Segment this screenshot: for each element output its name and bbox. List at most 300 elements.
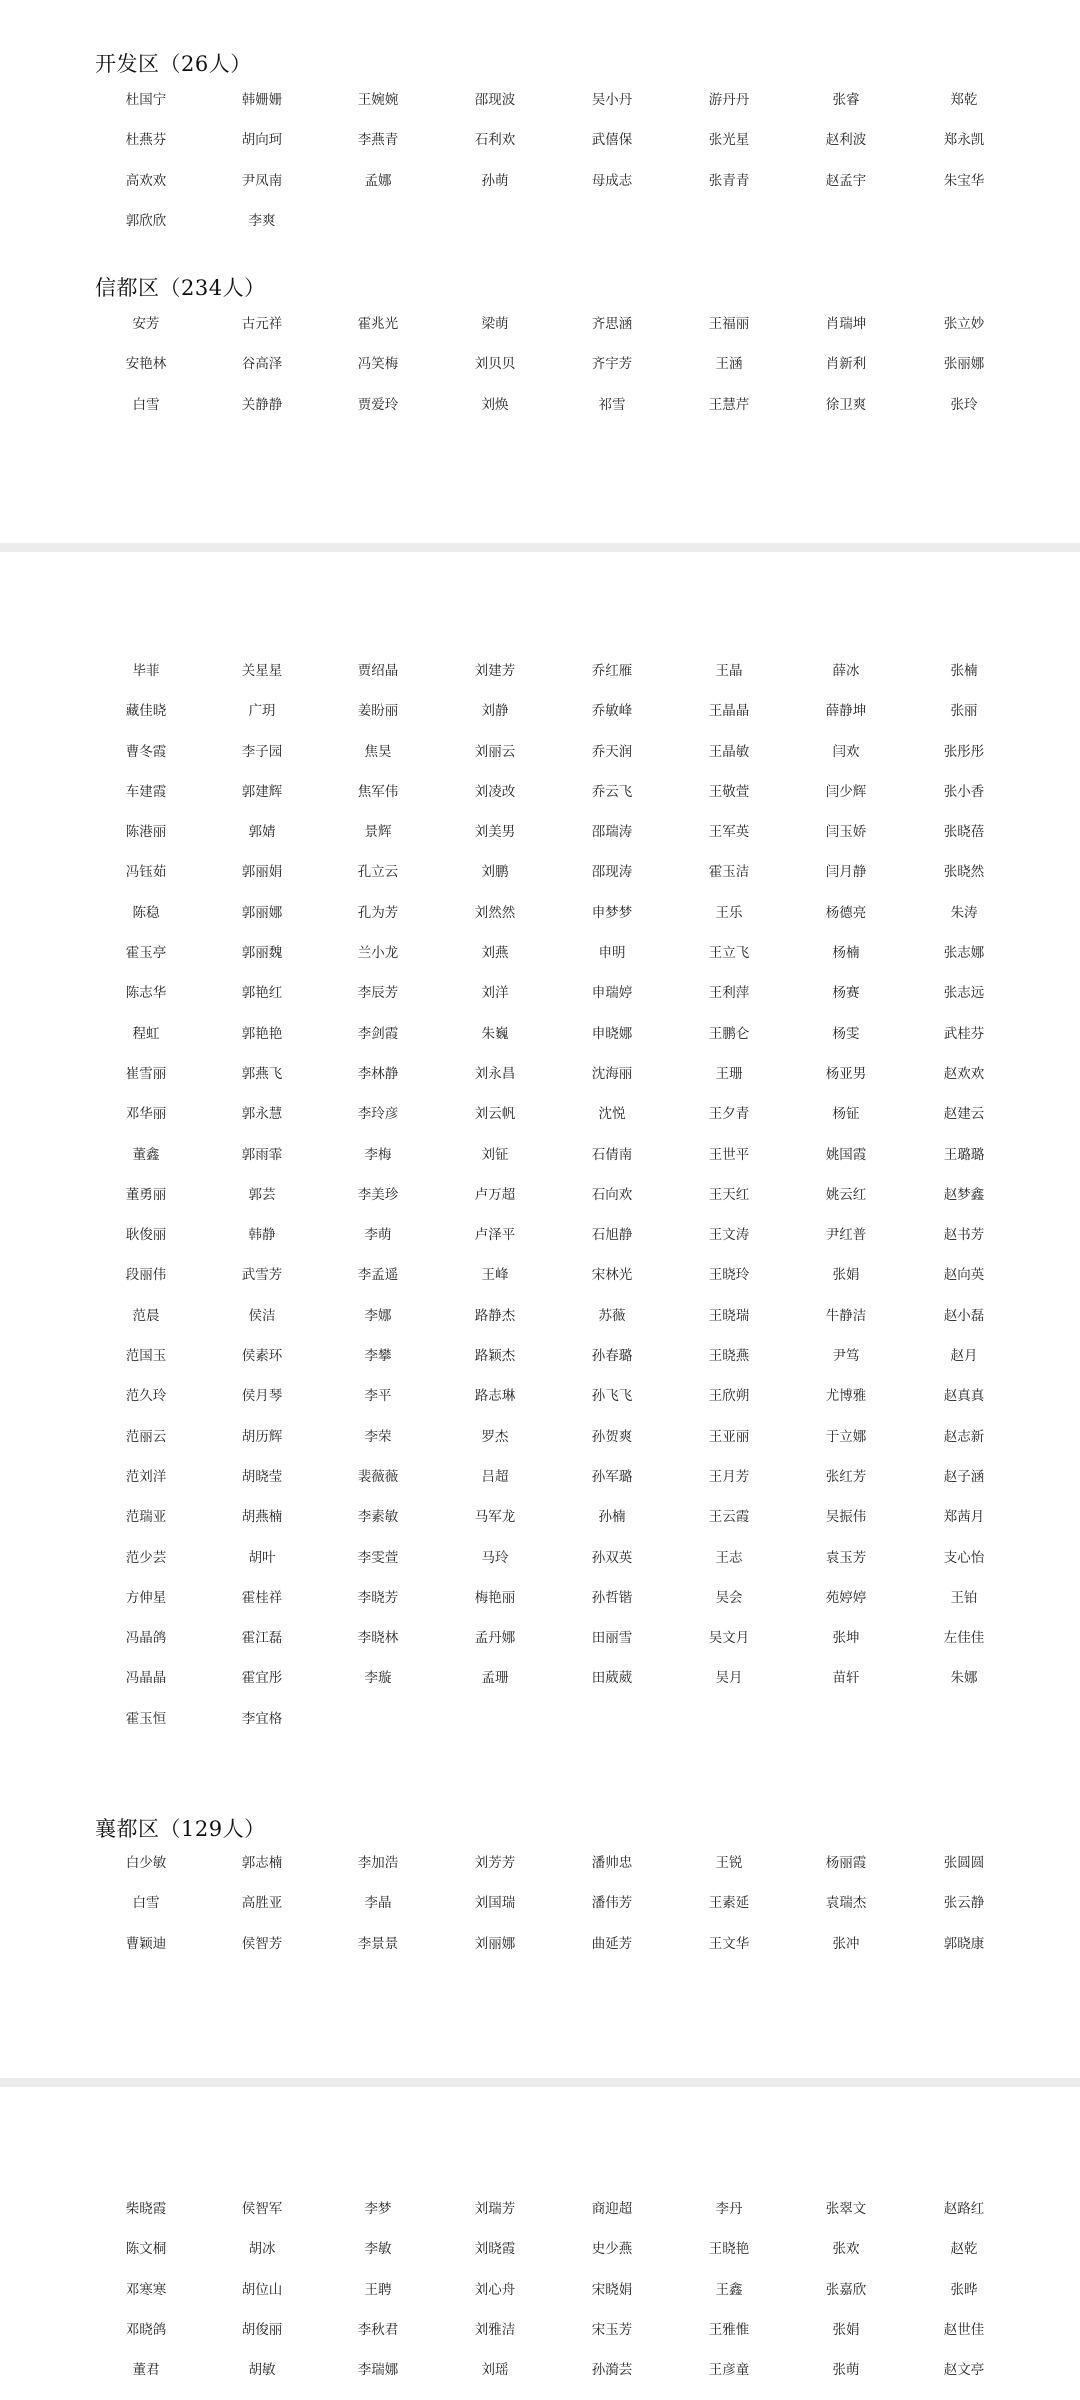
name-cell: 张冲 (832, 1935, 860, 1952)
name-cell: 赵子涵 (943, 1468, 985, 1485)
name-cell: 王慧芹 (708, 396, 750, 413)
name-cell: 韩姗姗 (241, 92, 283, 108)
name-cell: 孙哲锴 (591, 1589, 633, 1606)
name-cell: 孙贺爽 (591, 1428, 633, 1445)
name-cell: 藏佳晓 (125, 703, 167, 720)
name-cell: 路静杰 (474, 1307, 516, 1324)
name-cell: 曹冬霞 (125, 743, 167, 760)
name-cell: 母成志 (591, 172, 633, 189)
name-cell: 姚云红 (825, 1186, 867, 1203)
name-cell: 张立妙 (943, 316, 985, 332)
name-cell: 刘静 (481, 703, 509, 720)
name-cell: 祁雪 (598, 396, 626, 413)
name-cell: 史少燕 (591, 2241, 633, 2258)
name-cell: 刘云帆 (474, 1106, 516, 1123)
name-cell: 武雪芳 (241, 1267, 283, 1284)
name-cell: 刘建芳 (474, 663, 516, 679)
name-cell: 邵现涛 (591, 864, 633, 881)
name-cell: 孙军璐 (591, 1468, 633, 1485)
name-cell: 李玲彦 (357, 1106, 399, 1123)
name-cell: 赵真真 (943, 1388, 985, 1405)
name-cell: 罗杰 (481, 1428, 509, 1445)
name-cell: 刘瑞芳 (474, 2201, 516, 2217)
name-cell: 梁萌 (481, 316, 509, 332)
name-cell: 石利欢 (474, 132, 516, 149)
name-cell: 申瑞婷 (591, 985, 633, 1002)
section-heading-kaifa: 开发区（26人） (95, 52, 252, 76)
name-cell: 杨亚男 (825, 1065, 867, 1082)
name-cell: 李娜 (364, 1307, 392, 1324)
section-heading-xindu: 信都区（234人） (95, 276, 266, 300)
name-cell: 广玥 (248, 703, 276, 720)
name-cell: 张娟 (832, 1267, 860, 1284)
name-cell: 张小香 (943, 783, 985, 800)
name-cell: 范晨 (132, 1307, 160, 1324)
name-cell: 杨德亮 (825, 904, 867, 921)
name-cell: 马玲 (481, 1549, 509, 1566)
name-cell: 王志 (715, 1549, 743, 1566)
name-cell: 王军英 (708, 824, 750, 841)
name-cell: 杨雯 (832, 1025, 860, 1042)
name-cell: 李攀 (364, 1348, 392, 1365)
name-cell: 李丹 (715, 2201, 743, 2217)
name-cell: 齐思涵 (591, 316, 633, 332)
name-cell: 乔敏峰 (591, 703, 633, 720)
name-cell: 吴月 (715, 1670, 743, 1687)
name-cell: 李璇 (364, 1670, 392, 1687)
name-cell: 尹凤南 (241, 172, 283, 189)
name-cell: 吕超 (481, 1468, 509, 1485)
name-cell: 孙漪芸 (591, 2362, 633, 2379)
name-cell: 王月芳 (708, 1468, 750, 1485)
name-cell: 李景景 (357, 1935, 399, 1952)
name-cell: 焦昊 (364, 743, 392, 760)
name-cell: 朱巍 (481, 1025, 509, 1042)
name-cell: 赵乾 (950, 2241, 978, 2258)
name-cell: 白雪 (132, 396, 160, 413)
name-cell: 李雯萱 (357, 1549, 399, 1566)
name-cell: 赵世佳 (943, 2321, 985, 2338)
name-cell: 郑永凯 (943, 132, 985, 149)
name-cell: 闫玉娇 (825, 824, 867, 841)
name-cell: 韩静 (248, 1227, 276, 1244)
name-cell: 李晓芳 (357, 1589, 399, 1606)
name-cell: 王晓瑞 (708, 1307, 750, 1324)
name-cell: 张云静 (943, 1895, 985, 1912)
name-cell: 胡俊丽 (241, 2321, 283, 2338)
name-cell: 张坤 (832, 1630, 860, 1647)
name-cell: 李晓林 (357, 1630, 399, 1647)
name-cell: 赵志新 (943, 1428, 985, 1445)
name-cell: 刘丽娜 (474, 1935, 516, 1952)
name-cell: 胡敏 (248, 2362, 276, 2379)
name-cell: 杨丽霞 (825, 1855, 867, 1871)
name-cell: 孔立云 (357, 864, 399, 881)
name-cell: 王璐璐 (943, 1146, 985, 1163)
name-cell: 郭丽娟 (241, 864, 283, 881)
name-cell: 车建霞 (125, 783, 167, 800)
name-cell: 袁玉芳 (825, 1549, 867, 1566)
name-cell: 王晓玲 (708, 1267, 750, 1284)
name-cell: 王雅惟 (708, 2321, 750, 2338)
name-cell: 赵小磊 (943, 1307, 985, 1324)
name-cell: 郭丽魏 (241, 945, 283, 962)
name-cell: 牛静洁 (825, 1307, 867, 1324)
name-cell: 高欢欢 (125, 172, 167, 189)
name-cell: 胡燕楠 (241, 1509, 283, 1526)
name-cell: 苑婷婷 (825, 1589, 867, 1606)
name-cell: 王珊 (715, 1065, 743, 1082)
name-cell: 申明 (598, 945, 626, 962)
name-cell: 李素敏 (357, 1509, 399, 1526)
name-cell: 孙楠 (598, 1509, 626, 1526)
name-cell: 沈海丽 (591, 1065, 633, 1082)
name-cell: 郭永慧 (241, 1106, 283, 1123)
name-cell: 王晶晶 (708, 703, 750, 720)
name-cell: 李子园 (241, 743, 283, 760)
name-cell: 范丽云 (125, 1428, 167, 1445)
name-cell: 吴会 (715, 1589, 743, 1606)
name-cell: 吴小丹 (591, 92, 633, 108)
name-cell: 郭晓康 (943, 1935, 985, 1952)
name-cell: 范国玉 (125, 1348, 167, 1365)
name-cell: 赵孟宇 (825, 172, 867, 189)
name-cell: 支心怡 (943, 1549, 985, 1566)
name-cell: 王铂 (950, 1589, 978, 1606)
name-cell: 李美珍 (357, 1186, 399, 1203)
name-cell: 关星星 (241, 663, 283, 679)
name-cell: 田葳葳 (591, 1670, 633, 1687)
name-cell: 宋晓娟 (591, 2281, 633, 2298)
name-cell: 刘芳芳 (474, 1855, 516, 1871)
name-cell: 焦军伟 (357, 783, 399, 800)
name-cell: 范瑞亚 (125, 1509, 167, 1526)
name-cell: 景辉 (364, 824, 392, 841)
name-cell: 肖瑞坤 (825, 316, 867, 332)
name-cell: 郭艳艳 (241, 1025, 283, 1042)
name-cell: 刘然然 (474, 904, 516, 921)
name-cell: 李孟遥 (357, 1267, 399, 1284)
name-cell: 张晓然 (943, 864, 985, 881)
name-cell: 姚国霞 (825, 1146, 867, 1163)
name-cell: 刘雅洁 (474, 2321, 516, 2338)
name-cell: 范久玲 (125, 1388, 167, 1405)
name-cell: 王敬萱 (708, 783, 750, 800)
name-cell: 霍桂祥 (241, 1589, 283, 1606)
page-break-divider (0, 543, 1080, 552)
name-cell: 申晓娜 (591, 1025, 633, 1042)
name-cell: 张丽娜 (943, 356, 985, 373)
name-cell: 董勇丽 (125, 1186, 167, 1203)
name-cell: 王峰 (481, 1267, 509, 1284)
name-cell: 王世平 (708, 1146, 750, 1163)
name-cell: 王晶 (715, 663, 743, 679)
name-cell: 王亚丽 (708, 1428, 750, 1445)
name-cell: 郑乾 (950, 92, 978, 108)
name-cell: 齐宇芳 (591, 356, 633, 373)
name-cell: 宋林光 (591, 1267, 633, 1284)
name-cell: 沈悦 (598, 1106, 626, 1123)
name-cell: 张红芳 (825, 1468, 867, 1485)
name-cell: 陈稳 (132, 904, 160, 921)
name-cell: 孙春璐 (591, 1348, 633, 1365)
name-cell: 白雪 (132, 1895, 160, 1912)
name-cell: 霍兆光 (357, 316, 399, 332)
name-cell: 石倩南 (591, 1146, 633, 1163)
name-cell: 李燕青 (357, 132, 399, 149)
name-cell: 李萌 (364, 1227, 392, 1244)
name-cell: 高胜亚 (241, 1895, 283, 1912)
name-cell: 杜燕芬 (125, 132, 167, 149)
name-cell: 田丽雪 (591, 1630, 633, 1647)
name-cell: 王欣朔 (708, 1388, 750, 1405)
name-cell: 张圆圆 (943, 1855, 985, 1871)
name-cell: 董鑫 (132, 1146, 160, 1163)
name-cell: 赵书芳 (943, 1227, 985, 1244)
name-cell: 宋玉芳 (591, 2321, 633, 2338)
name-cell: 冯笑梅 (357, 356, 399, 373)
name-cell: 王立飞 (708, 945, 750, 962)
name-cell: 杜国宁 (125, 92, 167, 108)
name-cell: 王鹏仑 (708, 1025, 750, 1042)
name-cell: 霍宜彤 (241, 1670, 283, 1687)
name-cell: 刘凌改 (474, 783, 516, 800)
name-cell: 霍玉恒 (125, 1710, 167, 1727)
name-cell: 马军龙 (474, 1509, 516, 1526)
name-cell: 卢万超 (474, 1186, 516, 1203)
name-cell: 胡位山 (241, 2281, 283, 2298)
name-cell: 梅艳丽 (474, 1589, 516, 1606)
name-cell: 石旭静 (591, 1227, 633, 1244)
name-cell: 赵梦鑫 (943, 1186, 985, 1203)
name-cell: 范刘洋 (125, 1468, 167, 1485)
name-cell: 赵建云 (943, 1106, 985, 1123)
name-cell: 郭建辉 (241, 783, 283, 800)
name-cell: 关静静 (241, 396, 283, 413)
name-cell: 杨赛 (832, 985, 860, 1002)
name-cell: 李爽 (248, 212, 276, 229)
name-cell: 刘晓霞 (474, 2241, 516, 2258)
name-cell: 裴薇薇 (357, 1468, 399, 1485)
name-cell: 苏薇 (598, 1307, 626, 1324)
name-cell: 王涵 (715, 356, 743, 373)
name-cell: 王文华 (708, 1935, 750, 1952)
name-cell: 孟丹娜 (474, 1630, 516, 1647)
name-cell: 霍江磊 (241, 1630, 283, 1647)
name-cell: 李秋君 (357, 2321, 399, 2338)
name-cell: 王婉婉 (357, 92, 399, 108)
name-cell: 肖新利 (825, 356, 867, 373)
name-cell: 郭志楠 (241, 1855, 283, 1871)
name-cell: 王乐 (715, 904, 743, 921)
name-cell: 王彦童 (708, 2362, 750, 2379)
name-cell: 贾爱玲 (357, 396, 399, 413)
name-cell: 张青青 (708, 172, 750, 189)
name-cell: 吴文月 (708, 1630, 750, 1647)
name-cell: 白少敏 (125, 1855, 167, 1871)
name-cell: 刘洋 (481, 985, 509, 1002)
name-cell: 路志琳 (474, 1388, 516, 1405)
name-cell: 李剑霞 (357, 1025, 399, 1042)
name-cell: 霍玉亭 (125, 945, 167, 962)
name-cell: 孔为芳 (357, 904, 399, 921)
name-cell: 刘国瑞 (474, 1895, 516, 1912)
name-cell: 尤博雅 (825, 1388, 867, 1405)
name-cell: 孙萌 (481, 172, 509, 189)
name-cell: 乔天润 (591, 743, 633, 760)
name-cell: 商迎超 (591, 2201, 633, 2217)
name-cell: 赵月 (950, 1348, 978, 1365)
name-cell: 刘丽云 (474, 743, 516, 760)
name-cell: 李林静 (357, 1065, 399, 1082)
name-cell: 左佳佳 (943, 1630, 985, 1647)
section-heading-xiangdu: 襄都区（129人） (95, 1817, 266, 1841)
name-cell: 刘心舟 (474, 2281, 516, 2298)
name-cell: 谷高泽 (241, 356, 283, 373)
name-cell: 郭芸 (248, 1186, 276, 1203)
name-cell: 侯智芳 (241, 1935, 283, 1952)
name-cell: 苗轩 (832, 1670, 860, 1687)
name-cell: 姜盼丽 (357, 703, 399, 720)
name-cell: 李平 (364, 1388, 392, 1405)
name-cell: 郑茜月 (943, 1509, 985, 1526)
name-cell: 李加浩 (357, 1855, 399, 1871)
name-cell: 郭艳红 (241, 985, 283, 1002)
name-cell: 胡晓莹 (241, 1468, 283, 1485)
name-cell: 郭雨霏 (241, 1146, 283, 1163)
name-cell: 王聘 (364, 2281, 392, 2298)
name-cell: 卢泽平 (474, 1227, 516, 1244)
name-cell: 刘瑶 (481, 2362, 509, 2379)
name-cell: 赵欢欢 (943, 1065, 985, 1082)
name-cell: 刘贝贝 (474, 356, 516, 373)
name-cell: 赵路红 (943, 2201, 985, 2217)
name-cell: 胡冰 (248, 2241, 276, 2258)
name-cell: 李宜格 (241, 1710, 283, 1727)
name-cell: 闫月静 (825, 864, 867, 881)
name-cell: 毕菲 (132, 663, 160, 679)
name-cell: 刘鹏 (481, 864, 509, 881)
name-cell: 路颖杰 (474, 1348, 516, 1365)
name-cell: 张翠文 (825, 2201, 867, 2217)
name-cell: 朱娜 (950, 1670, 978, 1687)
name-cell: 陈文桐 (125, 2241, 167, 2258)
name-cell: 邓华丽 (125, 1106, 167, 1123)
name-cell: 朱宝华 (943, 172, 985, 189)
name-cell: 潘伟芳 (591, 1895, 633, 1912)
name-cell: 胡历辉 (241, 1428, 283, 1445)
name-cell: 胡叶 (248, 1549, 276, 1566)
name-cell: 陈港丽 (125, 824, 167, 841)
name-cell: 朱涛 (950, 904, 978, 921)
name-cell: 曹颖迪 (125, 1935, 167, 1952)
name-cell: 程虹 (132, 1025, 160, 1042)
name-cell: 崔雪丽 (125, 1065, 167, 1082)
name-cell: 王晶敏 (708, 743, 750, 760)
name-cell: 杨钲 (832, 1106, 860, 1123)
name-cell: 于立娜 (825, 1428, 867, 1445)
name-cell: 李梅 (364, 1146, 392, 1163)
name-cell: 张欢 (832, 2241, 860, 2258)
name-cell: 邓寒寒 (125, 2281, 167, 2298)
name-cell: 陈志华 (125, 985, 167, 1002)
name-cell: 刘钲 (481, 1146, 509, 1163)
name-cell: 李敏 (364, 2241, 392, 2258)
name-cell: 柴晓霞 (125, 2201, 167, 2217)
name-cell: 乔红雁 (591, 663, 633, 679)
name-cell: 张萌 (832, 2362, 860, 2379)
name-cell: 李晶 (364, 1895, 392, 1912)
name-cell: 李梦 (364, 2201, 392, 2217)
name-cell: 张晔 (950, 2281, 978, 2298)
name-cell: 刘永昌 (474, 1065, 516, 1082)
name-cell: 郭丽娜 (241, 904, 283, 921)
name-cell: 侯月琴 (241, 1388, 283, 1405)
name-cell: 薛静坤 (825, 703, 867, 720)
name-cell: 郭欣欣 (125, 212, 167, 229)
name-cell: 王云霞 (708, 1509, 750, 1526)
name-cell: 闫少辉 (825, 783, 867, 800)
name-cell: 孙双英 (591, 1549, 633, 1566)
page-break-divider (0, 2078, 1080, 2087)
name-cell: 郭燕飞 (241, 1065, 283, 1082)
name-cell: 冯晶鸽 (125, 1630, 167, 1647)
name-cell: 王福丽 (708, 316, 750, 332)
name-cell: 游丹丹 (708, 92, 750, 108)
name-cell: 赵文亭 (943, 2362, 985, 2379)
name-cell: 刘燕 (481, 945, 509, 962)
name-cell: 安芳 (132, 316, 160, 332)
name-cell: 王文涛 (708, 1227, 750, 1244)
name-cell: 王夕青 (708, 1106, 750, 1123)
name-cell: 吴振伟 (825, 1509, 867, 1526)
name-cell: 王天红 (708, 1186, 750, 1203)
name-cell: 王锐 (715, 1855, 743, 1871)
name-cell: 孟珊 (481, 1670, 509, 1687)
name-cell: 王利萍 (708, 985, 750, 1002)
name-cell: 乔云飞 (591, 783, 633, 800)
name-cell: 冯钰茹 (125, 864, 167, 881)
name-cell: 刘焕 (481, 396, 509, 413)
name-cell: 李瑞娜 (357, 2362, 399, 2379)
name-cell: 邵瑞涛 (591, 824, 633, 841)
name-cell: 张光星 (708, 132, 750, 149)
name-cell: 张楠 (950, 663, 978, 679)
name-cell: 王素延 (708, 1895, 750, 1912)
name-cell: 孟娜 (364, 172, 392, 189)
name-cell: 胡向珂 (241, 132, 283, 149)
name-cell: 侯素环 (241, 1348, 283, 1365)
name-cell: 李辰芳 (357, 985, 399, 1002)
name-cell: 闫欢 (832, 743, 860, 760)
name-cell: 董君 (132, 2362, 160, 2379)
name-cell: 孙飞飞 (591, 1388, 633, 1405)
name-cell: 张晓蓓 (943, 824, 985, 841)
name-cell: 段丽伟 (125, 1267, 167, 1284)
name-cell: 古元祥 (241, 316, 283, 332)
name-cell: 邓晓鸽 (125, 2321, 167, 2338)
name-cell: 邵现波 (474, 92, 516, 108)
name-cell: 申梦梦 (591, 904, 633, 921)
name-cell: 王鑫 (715, 2281, 743, 2298)
name-cell: 耿俊丽 (125, 1227, 167, 1244)
name-cell: 徐卫爽 (825, 396, 867, 413)
name-cell: 张娟 (832, 2321, 860, 2338)
name-cell: 刘美男 (474, 824, 516, 841)
name-cell: 张志娜 (943, 945, 985, 962)
name-cell: 张彤彤 (943, 743, 985, 760)
name-cell: 潘帅忠 (591, 1855, 633, 1871)
